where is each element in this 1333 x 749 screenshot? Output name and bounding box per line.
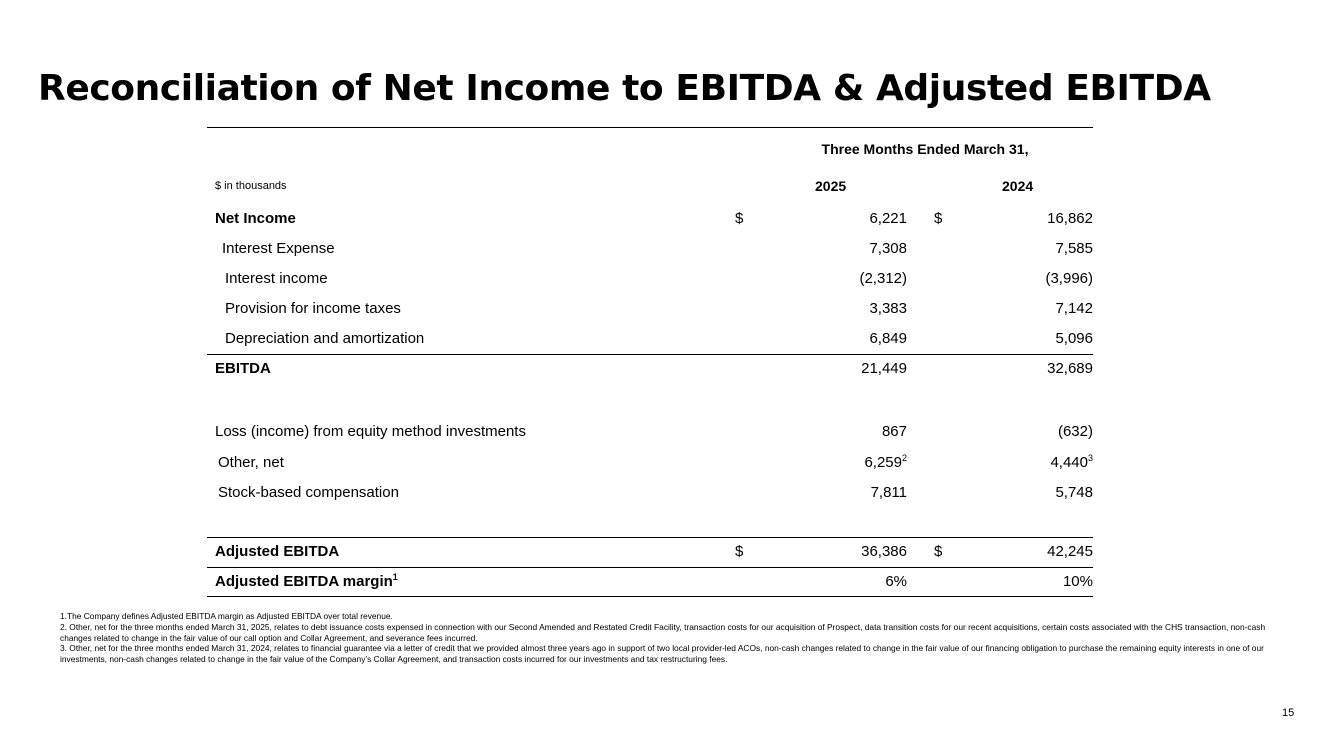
value-2025: (2,312) xyxy=(859,270,907,287)
footnote-2: 2. Other, net for the three months ended March 31, 2025, relates to debt issuance costs expensed in connection with our Second Amended and Restated Credit Facility, transaction costs for our acquisition of Prospect, data transition costs for our recent acquisitions, certain costs associated with the CHS transaction, non-cash changes related to change in the fair value of our call option and Collar Agreement, and severance fees incurred. xyxy=(60,621,1266,643)
row-label: EBITDA xyxy=(215,360,271,377)
value-2024: 16,862 xyxy=(1047,210,1093,227)
table-bottom-rule xyxy=(207,596,1093,597)
value-2025: 6% xyxy=(885,573,907,590)
unit-label: $ in thousands xyxy=(215,180,287,192)
row-label: Provision for income taxes xyxy=(225,300,401,317)
footnote-ref: 1 xyxy=(392,572,398,582)
value-2025: 7,308 xyxy=(869,240,907,257)
year-header-2024: 2024 xyxy=(1002,178,1034,194)
value-2025: 7,811 xyxy=(870,484,907,501)
footnote-1: 1.The Company defines Adjusted EBITDA margin as Adjusted EBITDA over total revenue. xyxy=(60,611,393,621)
value-2024: 42,245 xyxy=(1047,543,1093,560)
currency-symbol: $ xyxy=(735,543,744,560)
footnote-3: 3. Other, net for the three months ended March 31, 2024, relates to financial guarantee via a letter of credit that we provided almost three years ago in support of two local provider-led ACOs, non-cash changes related to change in the fair value of our financing obligation to purchase the remaining equity interests in one of our investments, non-cash changes related to change in the fair value of the Company’s Collar Agreement, and transaction costs incurred for our investments and tax restructuring fees. xyxy=(60,643,1264,665)
period-header: Three Months Ended March 31, xyxy=(821,141,1029,157)
value-2024: (632) xyxy=(1057,423,1093,440)
value-2025: 6,849 xyxy=(869,330,907,347)
value-2024: 5,748 xyxy=(1055,484,1093,501)
row-label: Other, net xyxy=(218,454,284,471)
currency-symbol: $ xyxy=(735,210,744,227)
value-2025: 6,221 xyxy=(869,210,907,227)
value-text: 4,440 xyxy=(1050,454,1088,471)
footnotes xyxy=(60,611,1285,665)
value-2025 xyxy=(757,448,907,478)
row-label: Adjusted EBITDA xyxy=(215,543,340,560)
value-2025: 867 xyxy=(881,423,907,440)
currency-symbol: $ xyxy=(934,543,943,560)
table-row-other-net xyxy=(207,448,1093,478)
label-text: Adjusted EBITDA margin xyxy=(215,573,393,590)
value-2024: (3,996) xyxy=(1045,270,1093,287)
row-label: Loss (income) from equity method investments xyxy=(215,423,526,440)
value-2025: 3,383 xyxy=(869,300,907,317)
value-2025: 21,449 xyxy=(861,360,907,377)
slide-title: Reconciliation of Net Income to EBITDA & Adjusted EBITDA xyxy=(38,68,1211,109)
value-2024: 32,689 xyxy=(1047,360,1093,377)
table-row-adjusted-ebitda xyxy=(207,537,1093,567)
currency-symbol: $ xyxy=(934,210,943,227)
row-label xyxy=(215,567,398,597)
value-2024: 5,096 xyxy=(1055,330,1093,347)
value-2025: 36,386 xyxy=(861,543,907,560)
footnote-ref: 2 xyxy=(901,453,907,463)
table-row-ebitda xyxy=(207,354,1093,384)
value-text: 6,259 xyxy=(864,454,902,471)
value-2024 xyxy=(943,448,1093,478)
year-header-2025: 2025 xyxy=(815,178,847,194)
table-top-rule xyxy=(207,127,1093,128)
row-label: Stock-based compensation xyxy=(218,484,399,501)
table-row-depreciation-amortization xyxy=(207,324,1093,354)
table-row-interest-income xyxy=(207,264,1093,294)
row-label: Net Income xyxy=(215,210,296,227)
value-2024: 7,585 xyxy=(1055,240,1093,257)
row-label: Interest Expense xyxy=(222,240,335,257)
table-row-interest-expense xyxy=(207,234,1093,264)
row-label: Depreciation and amortization xyxy=(225,330,425,347)
footnote-ref: 3 xyxy=(1087,453,1093,463)
table-row-equity-method-investments xyxy=(207,417,1093,447)
value-2024: 10% xyxy=(1062,573,1093,590)
page-number: 15 xyxy=(1282,707,1295,719)
table-row-adjusted-ebitda-margin xyxy=(207,567,1093,597)
table-row-provision-income-taxes xyxy=(207,294,1093,324)
row-label: Interest income xyxy=(225,270,328,287)
value-2024: 7,142 xyxy=(1055,300,1093,317)
table-row-stock-based-compensation xyxy=(207,478,1093,508)
table-row-net-income xyxy=(207,204,1093,234)
